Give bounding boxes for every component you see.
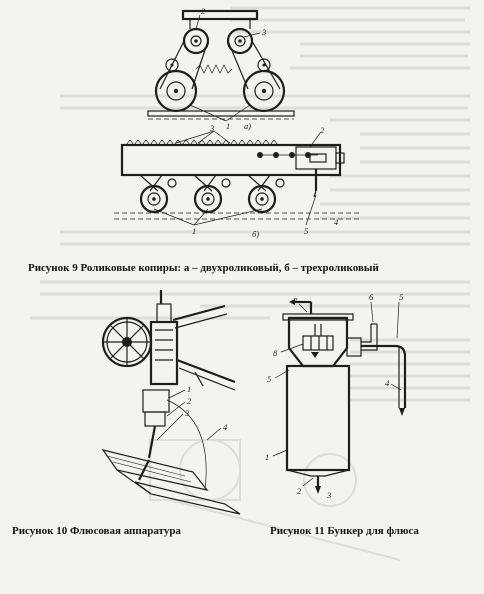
- fig11-label-8: 8: [273, 348, 278, 358]
- fig9a-label-2: 2: [201, 6, 206, 16]
- fig9b-label-5: 5: [304, 226, 309, 236]
- feed-head: [151, 322, 177, 384]
- figure-9-caption: Рисунок 9 Роликовые копиры: а – двухроликовый, б – трехроликовый: [28, 262, 379, 274]
- upper-chamber: [289, 318, 347, 366]
- lever-arm-left: [160, 41, 208, 89]
- flux-inlet: [157, 304, 171, 322]
- figure-11-flux-hopper: [255, 290, 420, 505]
- main-beam: [122, 145, 340, 175]
- fig11-label-1: 1: [265, 452, 270, 462]
- fig9a-sublabel: а): [244, 121, 252, 131]
- fig9b-sublabel: б): [252, 229, 260, 239]
- lever-arm-right: [228, 41, 280, 89]
- fig11-label-5-side: 5: [267, 374, 272, 384]
- figure-9b-three-roller-copier: [110, 125, 370, 245]
- fig11-label-2: 2: [297, 486, 302, 496]
- fig11-label-7: 7: [293, 296, 298, 306]
- side-valve: [347, 338, 361, 356]
- end-housing: [296, 147, 336, 169]
- workpiece-plate-bottom: [135, 482, 240, 514]
- tension-spring: [196, 65, 232, 73]
- fig9b-label-4: 4: [334, 217, 339, 227]
- nozzle-tube: [149, 426, 155, 458]
- guide-strip: [148, 111, 294, 116]
- flux-container: [287, 366, 349, 470]
- fig10-label-1: 1: [187, 384, 192, 394]
- inner-baffle: [303, 336, 333, 350]
- fig9b-label-1: 1: [192, 226, 197, 236]
- fig10-label-4: 4: [223, 422, 228, 432]
- figure-10-flux-apparatus: [95, 290, 260, 515]
- fig9a-label-1: 1: [226, 121, 231, 131]
- fig9b-label-3: 3: [210, 123, 215, 133]
- fig11-label-3: 3: [327, 490, 332, 500]
- fig9b-label-2: 2: [320, 125, 325, 135]
- fig11-label-4: 4: [385, 378, 390, 388]
- fig10-label-2: 2: [187, 396, 192, 406]
- flux-hopper-body: [143, 390, 169, 412]
- fig9a-label-3: 3: [262, 27, 267, 37]
- workpiece-plate-top: [103, 450, 207, 490]
- figure-11-caption: Рисунок 11 Бункер для флюса: [270, 525, 419, 537]
- figure-10-caption: Рисунок 10 Флюсовая аппаратура: [12, 525, 181, 537]
- fig11-label-6: 6: [369, 292, 374, 302]
- fig10-label-3: 3: [185, 408, 190, 418]
- top-bracket: [183, 11, 257, 19]
- figure-9a-two-roller-copier: [140, 5, 310, 130]
- fig11-label-5-top: 5: [399, 292, 404, 302]
